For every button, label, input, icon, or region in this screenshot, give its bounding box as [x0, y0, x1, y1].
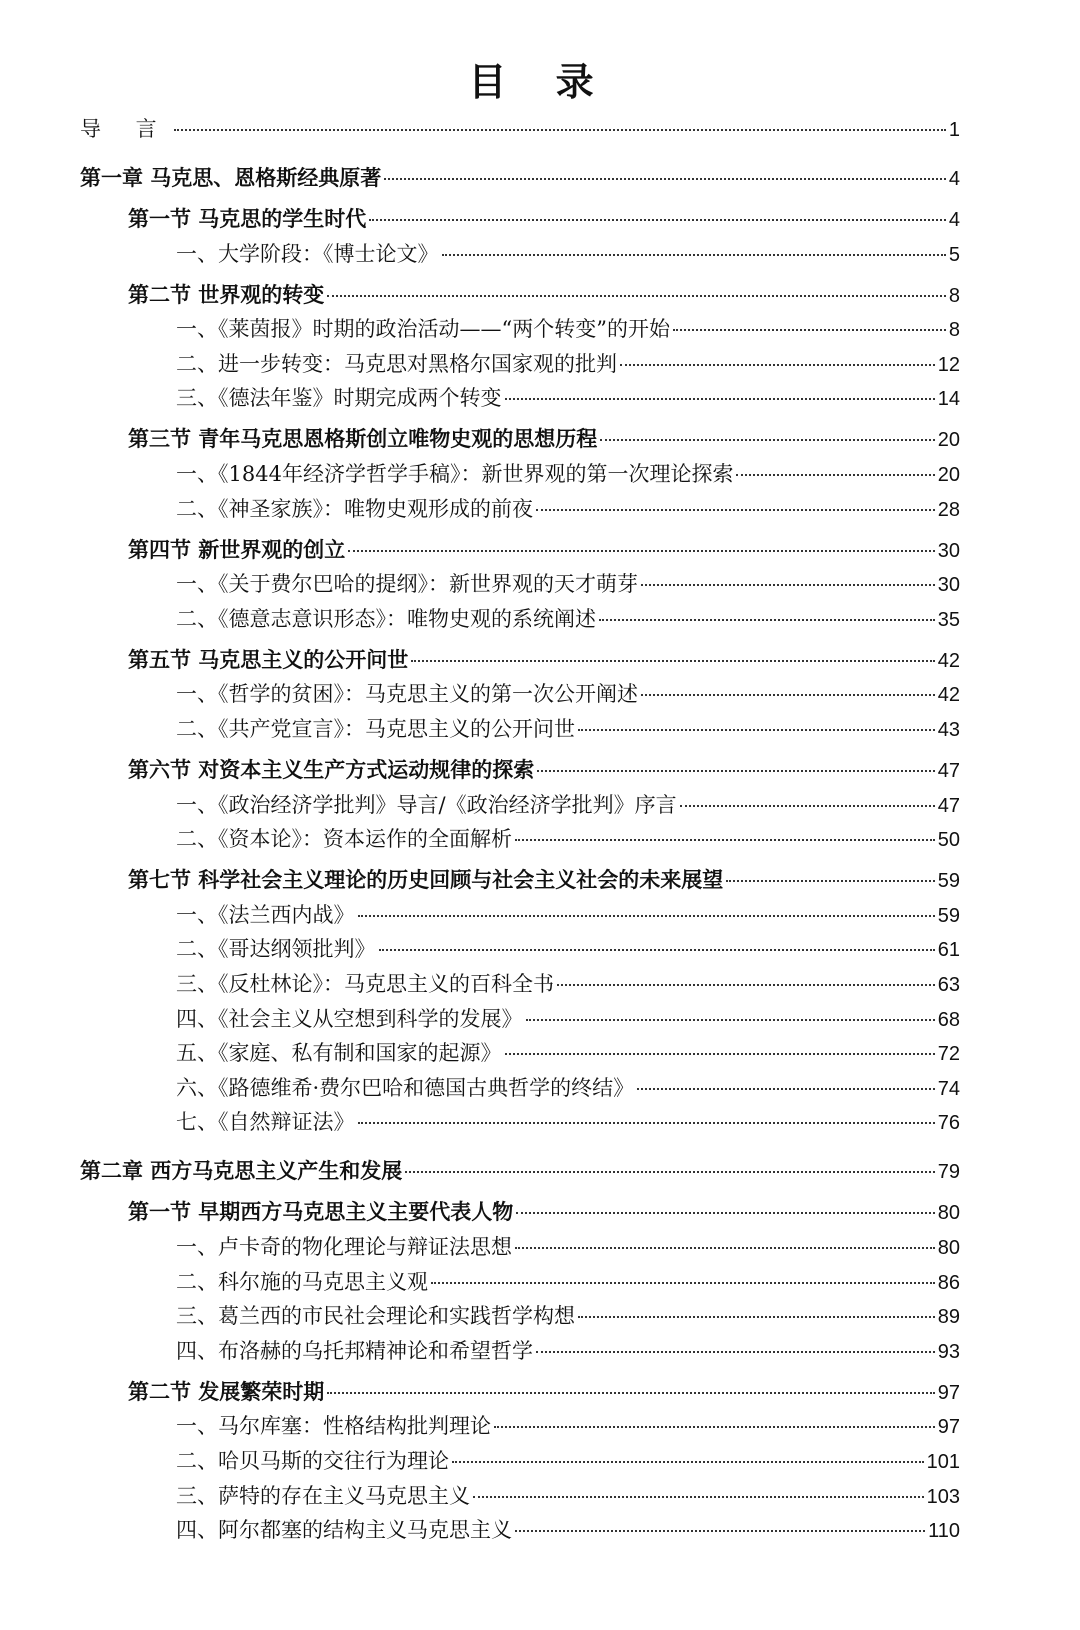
toc-entry-page-number: 59 [937, 904, 960, 927]
toc-entry-page-number: 4 [948, 168, 960, 190]
toc-entry-label: 五、《家庭、私有制和国家的起源》 [176, 1041, 502, 1066]
dot-leader [599, 619, 935, 621]
toc-entry-label: 二、《神圣家族》：唯物史观形成的前夜 [176, 496, 533, 521]
toc-entry[interactable] [176, 933, 960, 965]
toc-entry-page-number: 89 [937, 1306, 960, 1329]
toc-entry[interactable] [176, 568, 960, 600]
toc-entry-label: 三、葛兰西的市民社会理论和实践哲学构想 [176, 1304, 575, 1329]
toc-entry-label: 六、《路德维希·费尔巴哈和德国古典哲学的终结》 [176, 1075, 635, 1100]
toc-entry-page-number: 50 [937, 829, 960, 852]
toc-entry-label: 第二节 发展繁荣时期 [128, 1379, 325, 1404]
dot-leader [637, 1088, 935, 1090]
toc-entry-page-number: 42 [937, 684, 960, 707]
dot-leader [515, 1247, 935, 1249]
toc-entry[interactable] [176, 1335, 960, 1367]
dot-leader [494, 1426, 935, 1428]
toc-entry-label: 七、《自然辩证法》 [176, 1110, 355, 1135]
toc-entry-page-number: 28 [937, 498, 960, 521]
toc-entry-page-number: 110 [928, 1520, 960, 1543]
toc-entry[interactable] [176, 678, 960, 710]
toc-entry-label: 第一节 马克思的学生时代 [128, 207, 367, 231]
toc-entry-page-number: 8 [948, 284, 960, 307]
dot-leader [452, 1461, 924, 1463]
toc-entry-page-number: 80 [937, 1237, 960, 1259]
dot-leader [726, 880, 934, 882]
toc-entry-page-number: 30 [937, 574, 960, 597]
toc-entry-label: 第五节 马克思主义的公开问世 [128, 647, 409, 672]
toc-heading-entry[interactable] [128, 754, 960, 786]
dot-leader [736, 474, 934, 476]
toc-entry[interactable] [176, 713, 960, 745]
toc-entry-page-number: 76 [937, 1112, 960, 1135]
dot-leader [515, 839, 935, 841]
dot-leader [348, 550, 934, 552]
toc-heading-entry[interactable] [128, 864, 960, 896]
toc-entry-label: 一、《关于费尔巴哈的提纲》：新世界观的天才萌芽 [176, 572, 638, 597]
toc-entry-label: 第二章 西方马克思主义产生和发展 [80, 1159, 403, 1184]
toc-entry-label: 第一节 早期西方马克思主义主要代表人物 [128, 1200, 514, 1225]
toc-entry-page-number: 20 [937, 429, 960, 452]
toc-entry-label: 第四节 新世界观的创立 [128, 537, 346, 562]
dot-leader [327, 1392, 934, 1394]
toc-heading-entry[interactable] [128, 1196, 960, 1228]
toc-entry-page-number: 4 [948, 209, 960, 231]
toc-heading-entry[interactable] [128, 534, 960, 566]
toc-entry-page-number: 97 [937, 1381, 960, 1404]
toc-entry-label: 第七节 科学社会主义理论的历史回顾与社会主义社会的未来展望 [128, 868, 724, 893]
toc-entry-label: 第三节 青年马克思恩格斯创立唯物史观的思想历程 [128, 427, 598, 452]
dot-leader [526, 1019, 935, 1021]
toc-entry-page-number: 47 [937, 760, 960, 782]
toc-entry-page-number: 101 [926, 1451, 960, 1473]
toc-entry-label: 一、卢卡奇的物化理论与辩证法思想 [176, 1235, 512, 1259]
dot-leader [641, 694, 935, 696]
toc-entry-page-number: 74 [937, 1077, 960, 1100]
dot-leader [557, 984, 935, 986]
toc-entry-page-number: 5 [948, 243, 960, 266]
toc-entry-label: 一、《法兰西内战》 [176, 902, 355, 927]
dot-leader [405, 1171, 934, 1173]
dot-leader [369, 219, 946, 221]
dot-leader [536, 509, 935, 511]
dot-leader [516, 1212, 934, 1214]
toc-heading-entry[interactable] [128, 279, 960, 311]
dot-leader [641, 584, 935, 586]
toc-entry[interactable] [176, 493, 960, 525]
toc-entry-label: 导 言 [80, 117, 171, 141]
toc-entry-label: 二、《资本论》：资本运作的全面解析 [176, 827, 512, 852]
dot-leader [358, 915, 935, 917]
dot-leader [174, 129, 946, 131]
dot-leader [680, 805, 935, 807]
toc-entry-page-number: 14 [937, 388, 960, 411]
toc-entry-page-number: 42 [937, 649, 960, 672]
toc-entry-label: 一、《哲学的贫困》：马克思主义的第一次公开阐述 [176, 682, 638, 707]
toc-entry[interactable] [176, 1037, 960, 1069]
toc-entry-label: 四、《社会主义从空想到科学的发展》 [176, 1006, 523, 1031]
toc-entry-label: 一、《1844年经济学哲学手稿》：新世界观的第一次理论探索 [176, 462, 734, 486]
toc-entry-page-number: 86 [937, 1271, 960, 1294]
toc-entry[interactable] [176, 899, 960, 931]
dot-leader [358, 1122, 935, 1124]
toc-entry-page-number: 30 [937, 539, 960, 562]
dot-leader [473, 1496, 924, 1498]
toc-entry[interactable] [176, 1072, 960, 1104]
dot-leader [431, 1282, 935, 1284]
toc-entry[interactable] [176, 1231, 960, 1263]
toc-entry[interactable] [176, 1266, 960, 1298]
toc-entry-label: 二、哈贝马斯的交往行为理论 [176, 1449, 449, 1473]
dot-leader [327, 295, 946, 297]
toc-entry-page-number: 97 [937, 1416, 960, 1439]
dot-leader [578, 1316, 935, 1318]
dot-leader [505, 398, 935, 400]
toc-entry-label: 一、《政治经济学批判》导言/《政治经济学批判》序言 [176, 792, 677, 817]
toc-entry-label: 第二节 世界观的转变 [128, 282, 325, 307]
toc-heading-entry[interactable] [128, 1376, 960, 1408]
toc-entry-label: 三、《反杜林论》：马克思主义的百科全书 [176, 972, 554, 996]
toc-entry-label: 三、萨特的存在主义马克思主义 [176, 1483, 470, 1508]
dot-leader [620, 364, 935, 366]
toc-entry-label: 二、《德意志意识形态》：唯物史观的系统阐述 [176, 606, 596, 631]
toc-heading-entry[interactable] [128, 644, 960, 676]
toc-entry[interactable] [176, 1480, 960, 1512]
toc-entry-page-number: 93 [937, 1340, 960, 1363]
toc-entry-label: 第一章 马克思、恩格斯经典原著 [80, 166, 382, 190]
toc-entry-page-number: 1 [948, 119, 960, 141]
toc-entry-page-number: 43 [937, 719, 960, 741]
toc-entry-page-number: 8 [948, 319, 960, 342]
toc-entry-label: 四、布洛赫的乌托邦精神论和希望哲学 [176, 1338, 533, 1363]
toc-entry-page-number: 35 [937, 608, 960, 631]
dot-leader [578, 729, 935, 731]
dot-leader [442, 254, 946, 256]
toc-heading-entry[interactable] [128, 423, 960, 455]
toc-entry[interactable] [176, 1300, 960, 1332]
toc-entry-page-number: 80 [937, 1202, 960, 1225]
toc-entry[interactable] [176, 968, 960, 1000]
toc-entry[interactable] [176, 238, 960, 270]
toc-entry[interactable] [176, 382, 960, 414]
toc-entry-label: 二、《共产党宣言》：马克思主义的公开问世 [176, 717, 575, 741]
toc-entry-label: 一、《莱茵报》时期的政治活动——“两个转变”的开始 [176, 317, 670, 342]
dot-leader [537, 770, 934, 772]
toc-entry-page-number: 61 [937, 939, 960, 962]
toc-heading-entry[interactable] [80, 1155, 960, 1187]
toc-entry-page-number: 20 [937, 464, 960, 486]
toc-entry[interactable] [80, 113, 960, 145]
toc-entry[interactable] [176, 1514, 960, 1546]
dot-leader [673, 329, 946, 331]
toc-entry[interactable] [176, 1003, 960, 1035]
toc-entry[interactable] [176, 1410, 960, 1442]
toc-entry[interactable] [176, 1106, 960, 1138]
toc-entry-page-number: 79 [937, 1161, 960, 1184]
toc-heading-entry[interactable] [128, 203, 960, 235]
toc-entry[interactable] [176, 823, 960, 855]
toc-entry-page-number: 47 [937, 794, 960, 817]
toc-entry-label: 第六节 对资本主义生产方式运动规律的探索 [128, 758, 535, 782]
toc-entry-label: 二、《哥达纲领批判》 [176, 937, 376, 962]
toc-entry-label: 一、马尔库塞：性格结构批判理论 [176, 1414, 491, 1439]
toc-entry[interactable] [176, 1445, 960, 1477]
toc-entry-label: 二、进一步转变：马克思对黑格尔国家观的批判 [176, 351, 617, 376]
toc-heading-entry[interactable] [80, 162, 960, 194]
dot-leader [505, 1053, 935, 1055]
toc-entry[interactable] [176, 313, 960, 345]
dot-leader [379, 949, 935, 951]
toc-entry-page-number: 59 [937, 870, 960, 893]
toc-entry-label: 三、《德法年鉴》时期完成两个转变 [176, 386, 502, 411]
toc-entry[interactable] [176, 458, 960, 490]
dot-leader [536, 1351, 935, 1353]
dot-leader [600, 439, 934, 441]
page-title: 目 录 [468, 60, 612, 104]
toc-entry-label: 四、阿尔都塞的结构主义马克思主义 [176, 1518, 512, 1543]
toc-entry[interactable] [176, 348, 960, 380]
toc-entry-page-number: 63 [937, 974, 960, 996]
toc-entry-label: 一、大学阶段：《博士论文》 [176, 241, 439, 266]
dot-leader [515, 1530, 925, 1532]
toc-entry-label: 二、科尔施的马克思主义观 [176, 1269, 428, 1294]
dot-leader [411, 660, 934, 662]
toc-entry-page-number: 72 [937, 1043, 960, 1066]
toc-entry-page-number: 103 [926, 1485, 960, 1508]
toc-entry-page-number: 12 [937, 353, 960, 376]
dot-leader [384, 178, 946, 180]
toc-entry[interactable] [176, 603, 960, 635]
toc-entry[interactable] [176, 789, 960, 821]
toc-entry-page-number: 68 [937, 1008, 960, 1031]
